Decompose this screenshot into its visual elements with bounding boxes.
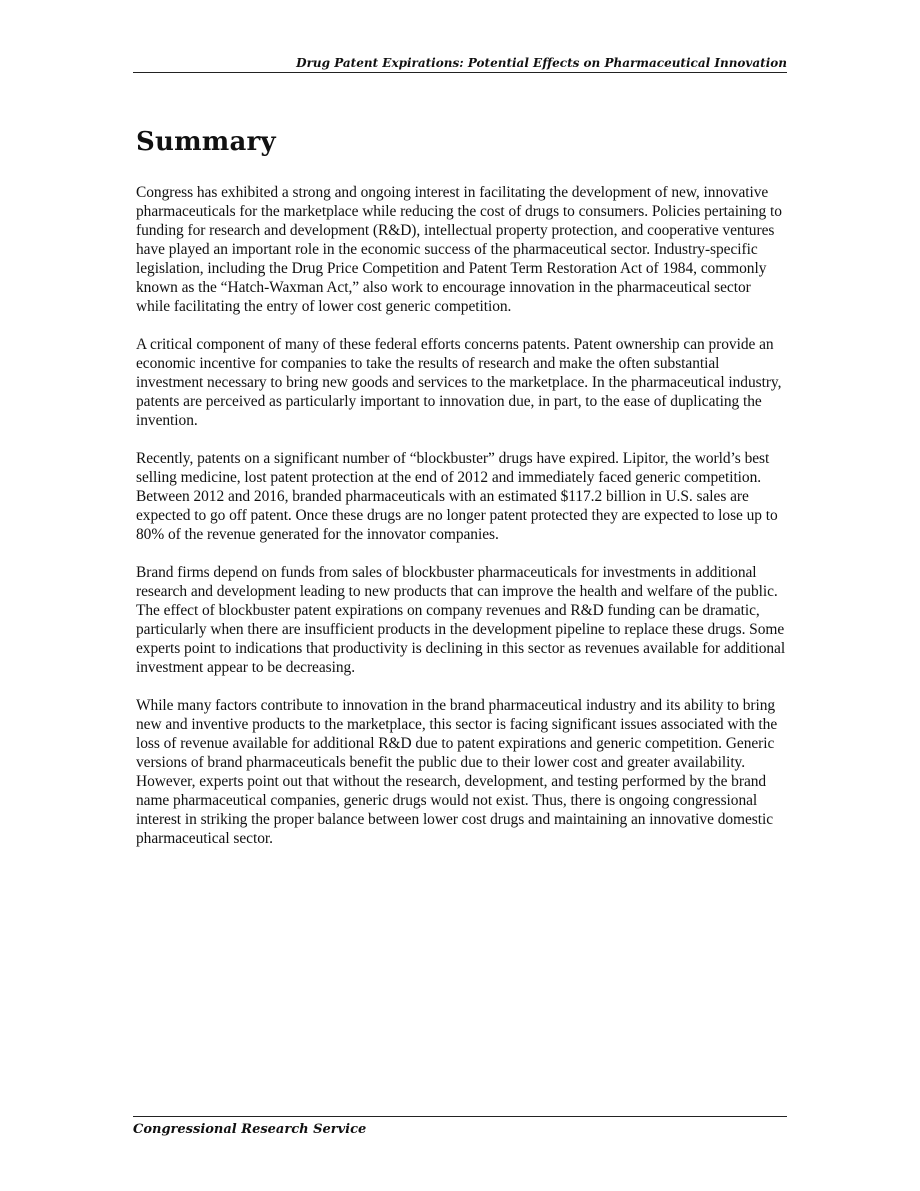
- summary-paragraph-4: Brand firms depend on funds from sales of blockbuster pharmaceuticals for investments in additional research and development leading to new products that can improve the health and welfare of the public. The effect of blockbuster patent expirations on company revenues and R&D funding can be dramatic, particularly when there are insufficient products in the development pipeline to replace these drugs. Some experts point to indications that productivity is declining in this sector as revenues available for additional investment appear to be decreasing.: [136, 564, 786, 676]
- summary-heading: Summary: [136, 127, 276, 157]
- summary-paragraph-5: While many factors contribute to innovation in the brand pharmaceutical industry and its ability to bring new and inventive products to the marketplace, this sector is facing significant issues associated with the loss of revenue available for additional R&D due to patent expirations and generic competition. Generic versions of brand pharmaceuticals benefit the public due to their lower cost and greater availability. However, experts point out that without the research, development, and testing performed by the brand name pharmaceutical companies, generic drugs would not exist. Thus, there is ongoing congressional interest in striking the proper balance between lower cost drugs and maintaining an innovative domestic pharmaceutical sector.: [136, 697, 778, 847]
- summary-paragraph-1: Congress has exhibited a strong and ongoing interest in facilitating the development of new, innovative pharmaceuticals for the marketplace while reducing the cost of drugs to consumers. Policies pertaining to funding for research and development (R&D), intellectual property protection, and cooperative ventures have played an important role in the economic success of the pharmaceutical sector. Industry-specific legislation, including the Drug Price Competition and Patent Term Restoration Act of 1984, commonly known as the “Hatch-Waxman Act,” also work to encourage innovation in the pharmaceutical sector while facilitating the entry of lower cost generic competition.: [136, 184, 782, 315]
- summary-paragraph-3: Recently, patents on a significant number of “blockbuster” drugs have expired. Lipitor, the world’s best selling medicine, lost patent protection at the end of 2012 and immediately faced generic competition. Between 2012 and 2016, branded pharmaceuticals with an estimated $117.2 billion in U.S. sales are expected to go off patent. Once these drugs are no longer patent protected they are expected to lose up to 80% of the revenue generated for the innovator companies.: [136, 450, 778, 543]
- summary-section: [136, 120, 788, 867]
- summary-paragraph-2: A critical component of many of these federal efforts concerns patents. Patent ownership can provide an economic incentive for companies to take the results of research and make the often substantial investment necessary to bring new goods and services to the marketplace. In the pharmaceutical industry, patents are perceived as particularly important to innovation due, in part, to the ease of duplicating the invention.: [136, 336, 782, 429]
- running-footer: Congressional Research Service: [133, 1116, 787, 1138]
- running-header: Drug Patent Expirations: Potential Effects on Pharmaceutical Innovation: [133, 55, 787, 73]
